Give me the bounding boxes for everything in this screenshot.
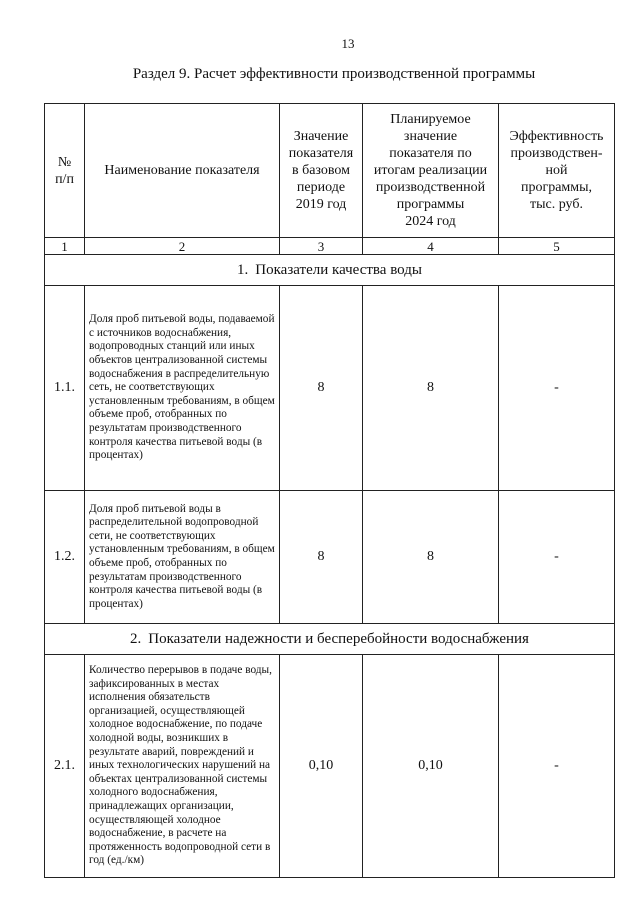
base-value: 8 <box>280 491 363 624</box>
table-row <box>45 286 615 491</box>
group-title: Показатели качества воды <box>255 261 422 278</box>
indicator-name: Доля проб питьевой воды, подаваемой с источников водоснабжения, водопроводных станций или иных объектов централизованной системы водоснабжения в распределительную сеть, не соответствующих установленным требованиям, в общем объеме проб, отобранных по результатам производственного контроля качества питьевой воды (в процентах) <box>85 286 280 491</box>
header-planned-value: Планируемое значение показателя по итогам реализации производственной программы 2024 год <box>363 104 499 238</box>
column-number: 3 <box>280 238 363 255</box>
efficiency-value: - <box>499 655 615 878</box>
header-efficiency: Эффективность производствен- ной программы, тыс. руб. <box>499 104 615 238</box>
row-number: 1.2. <box>45 491 85 624</box>
base-value: 0,10 <box>280 655 363 878</box>
group-title: Показатели надежности и бесперебойности водоснабжения <box>148 630 529 647</box>
group-row <box>45 624 615 655</box>
group-row <box>45 255 615 286</box>
page-number: 13 <box>341 36 355 51</box>
group-number: 1. <box>237 261 249 278</box>
efficiency-value: - <box>499 491 615 624</box>
base-value: 8 <box>280 286 363 491</box>
section-title: Раздел 9. Расчет эффективности производственной программы <box>132 66 536 82</box>
efficiency-value: - <box>499 286 615 491</box>
header-name: Наименование показателя <box>85 104 280 238</box>
planned-value: 8 <box>363 286 499 491</box>
header-base-value: Значение показателя в базовом периоде 2019 год <box>280 104 363 238</box>
table-header-row <box>45 104 615 238</box>
group-number: 2. <box>130 630 142 647</box>
group-heading <box>45 624 615 655</box>
group-heading <box>45 255 615 286</box>
row-number: 1.1. <box>45 286 85 491</box>
planned-value: 8 <box>363 491 499 624</box>
indicator-name: Доля проб питьевой воды в распределительной водопроводной сети, не соответствующих установленным требованиям, в общем объеме проб, отобранных по результатам производственного контроля качества питьевой воды (в процентах) <box>85 491 280 624</box>
table-row <box>45 491 615 624</box>
table-row <box>45 655 615 878</box>
column-number: 4 <box>363 238 499 255</box>
column-number: 1 <box>45 238 85 255</box>
column-numbers-row <box>45 238 615 255</box>
header-num: № п/п <box>45 104 85 238</box>
planned-value: 0,10 <box>363 655 499 878</box>
efficiency-table <box>44 103 615 878</box>
row-number: 2.1. <box>45 655 85 878</box>
indicator-name: Количество перерывов в подаче воды, зафиксированных в местах исполнения обязательств организацией, осуществляющей холодное водоснабжение, по подаче холодной воды, возникших в результате аварий, повреждений и иных технологических нарушений на объектах централизованной системы холодного водоснабжения, принадлежащих организации, осуществляющей холодное водоснабжение, в расчете на протяженность водопроводной сети в год (ед./км) <box>85 655 280 878</box>
column-number: 5 <box>499 238 615 255</box>
column-number: 2 <box>85 238 280 255</box>
